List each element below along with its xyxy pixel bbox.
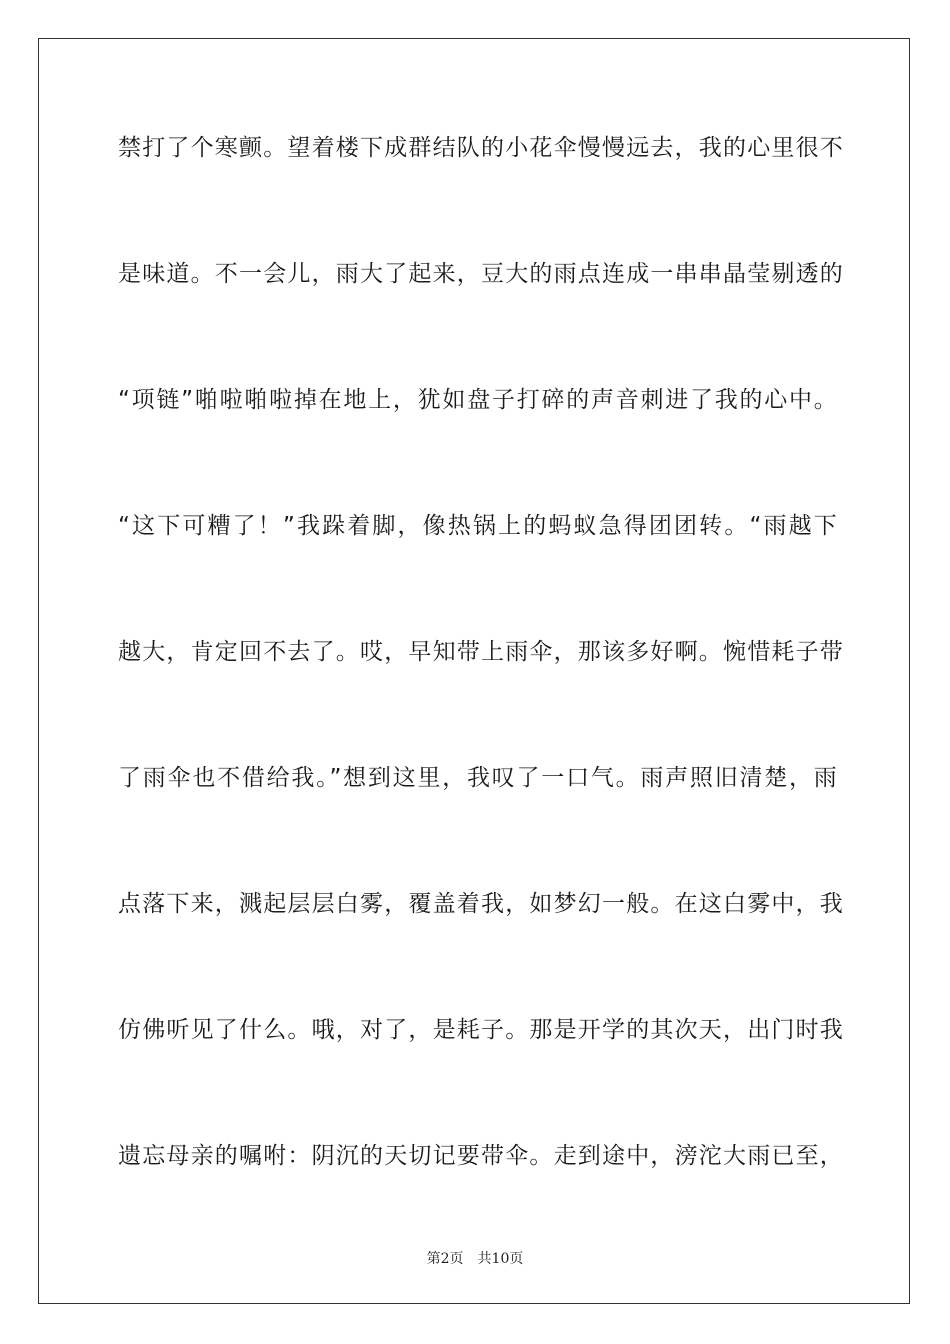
text-line: 仿佛听见了什么。哦，对了，是耗子。那是开学的其次天，出门时我: [118, 1017, 844, 1043]
page-total: 共10页: [477, 1251, 524, 1267]
text-line: “项链”啪啦啪啦掉在地上，犹如盘子打碎的声音刺进了我的心中。: [118, 387, 838, 413]
text-line: 是味道。不一会儿，雨大了起来，豆大的雨点连成一串串晶莹剔透的: [118, 261, 844, 287]
text-line: 了雨伞也不借给我。”想到这里，我叹了一口气。雨声照旧清楚，雨: [118, 765, 838, 791]
page-number: 第2页: [426, 1251, 464, 1267]
text-line: “这下可糟了！”我跺着脚，像热锅上的蚂蚁急得团团转。“雨越下: [118, 513, 838, 539]
text-line: 点落下来，溅起层层白雾，覆盖着我，如梦幻一般。在这白雾中，我: [118, 891, 844, 917]
body-text: [118, 128, 844, 1262]
text-line: 禁打了个寒颤。望着楼下成群结队的小花伞慢慢远去，我的心里很不: [118, 135, 844, 161]
text-line: 遗忘母亲的嘱咐：阴沉的天切记要带伞。走到途中，滂沱大雨已至，: [118, 1143, 844, 1169]
text-line: 越大，肯定回不去了。哎，早知带上雨伞，那该多好啊。惋惜耗子带: [118, 639, 844, 665]
page-footer: [0, 1248, 950, 1268]
